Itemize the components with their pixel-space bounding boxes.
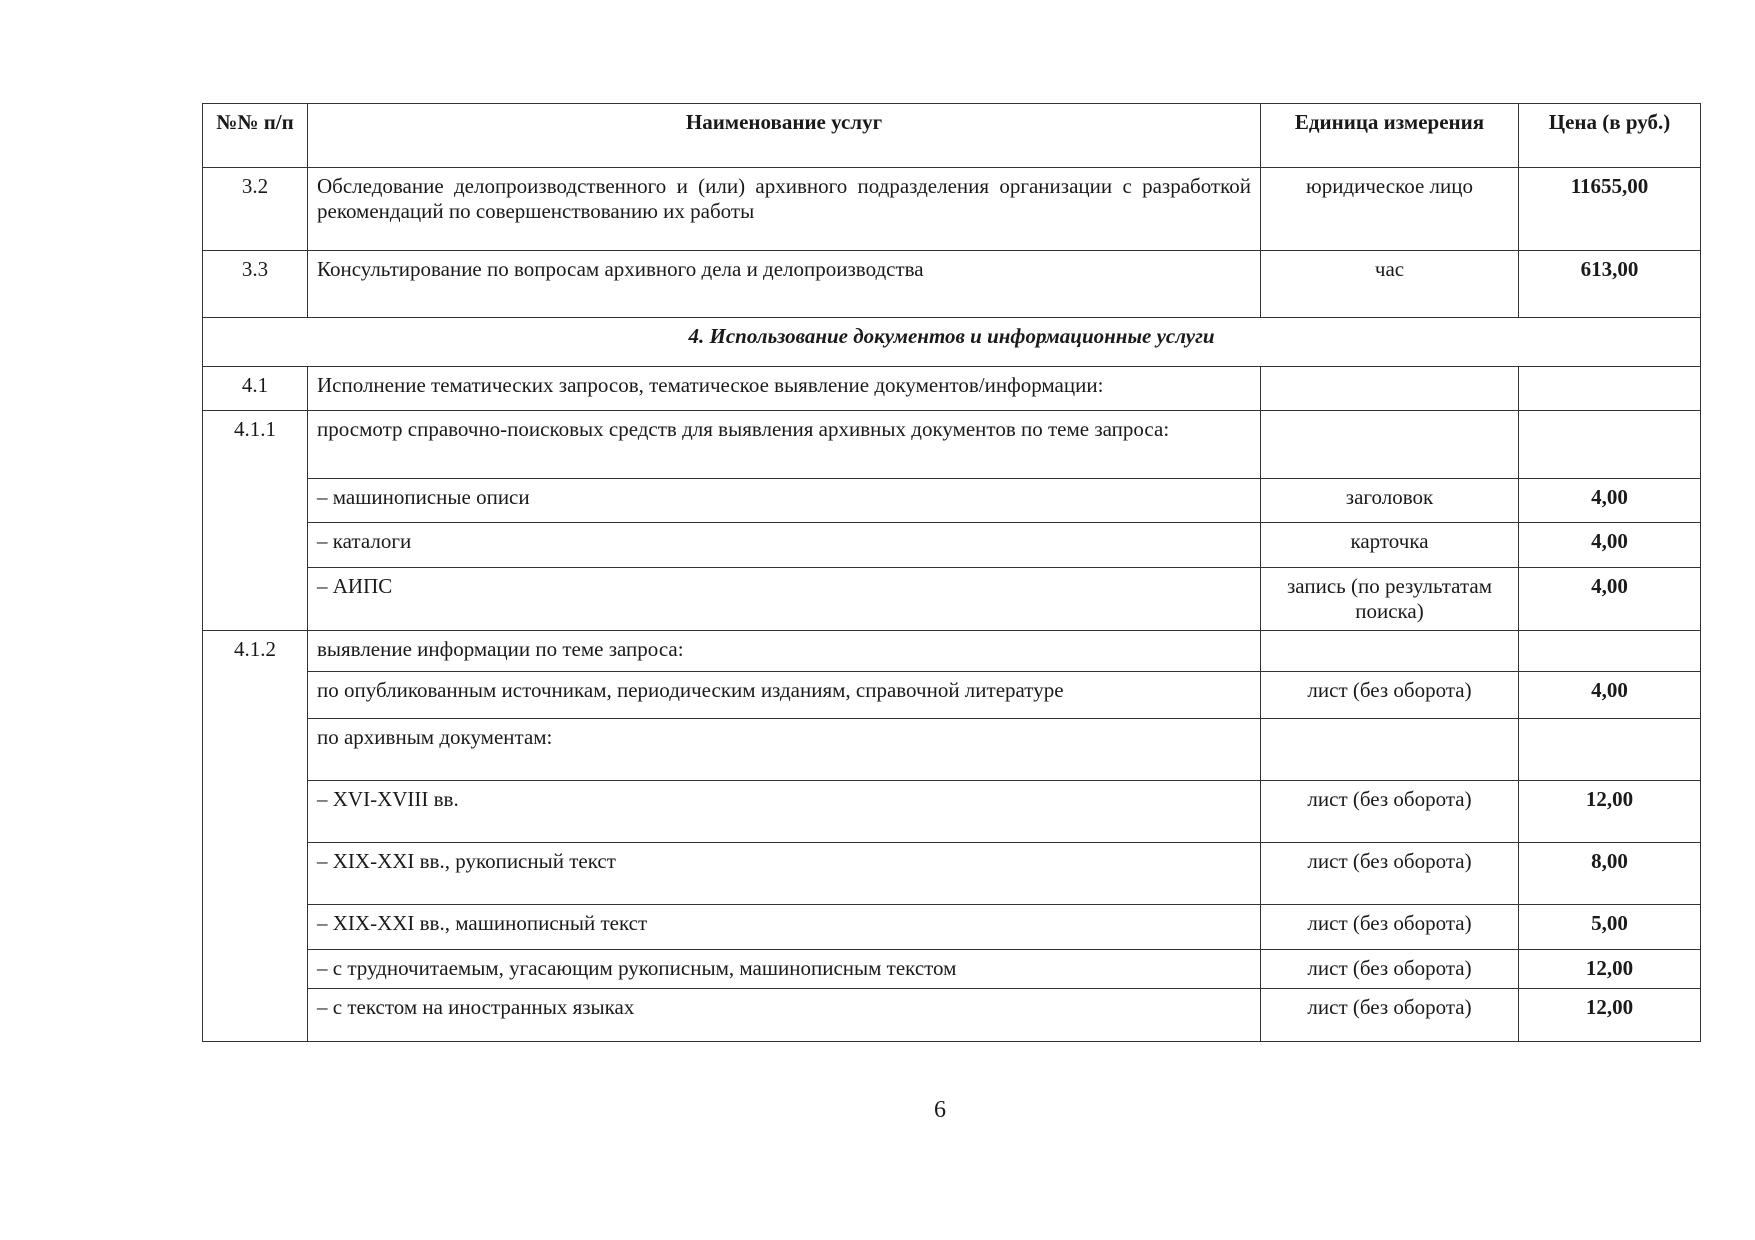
table-row — [203, 411, 1701, 479]
table-row — [203, 905, 1701, 950]
table-row — [203, 367, 1701, 411]
services-price-table — [202, 103, 1701, 1042]
price-cell — [1519, 367, 1701, 411]
section-heading: 4. Использование документов и информационные услуги — [203, 318, 1701, 367]
header-price: Цена (в руб.) — [1519, 104, 1701, 168]
table-row — [203, 950, 1701, 989]
table-row — [203, 523, 1701, 568]
unit-cell — [1261, 411, 1519, 479]
table-row — [203, 781, 1701, 843]
service-name: – с трудночитаемым, угасающим рукописным, машинописным текстом — [308, 950, 1261, 989]
service-name: по архивным документам: — [308, 719, 1261, 781]
service-name: Консультирование по вопросам архивного дела и делопроизводства — [308, 251, 1261, 318]
unit-cell: заголовок — [1261, 479, 1519, 523]
service-name: – XVI-XVIII вв. — [308, 781, 1261, 843]
section-row — [203, 318, 1701, 367]
table-row — [203, 672, 1701, 719]
table-row — [203, 568, 1701, 631]
unit-cell: час — [1261, 251, 1519, 318]
unit-cell: лист (без оборота) — [1261, 843, 1519, 905]
price-cell: 12,00 — [1519, 989, 1701, 1042]
header-service-name: Наименование услуг — [308, 104, 1261, 168]
table-row — [203, 251, 1701, 318]
unit-cell: лист (без оборота) — [1261, 672, 1519, 719]
row-number: 4.1 — [203, 367, 308, 411]
price-cell: 4,00 — [1519, 523, 1701, 568]
header-number: №№ п/п — [203, 104, 308, 168]
price-cell: 4,00 — [1519, 672, 1701, 719]
row-number: 4.1.2 — [203, 631, 308, 1042]
table-row — [203, 843, 1701, 905]
service-name: выявление информации по теме запроса: — [308, 631, 1261, 672]
table-row — [203, 719, 1701, 781]
unit-cell: запись (по результатам поиска) — [1261, 568, 1519, 631]
service-name: – АИПС — [308, 568, 1261, 631]
unit-cell: лист (без оборота) — [1261, 781, 1519, 843]
service-name: – с текстом на иностранных языках — [308, 989, 1261, 1042]
service-name: Обследование делопроизводственного и (или) архивного подразделения организации с разработкой рекомендаций по совершенствованию их работы — [308, 168, 1261, 251]
price-cell — [1519, 411, 1701, 479]
price-cell: 11655,00 — [1519, 168, 1701, 251]
price-cell: 8,00 — [1519, 843, 1701, 905]
row-number: 3.2 — [203, 168, 308, 251]
service-name: Исполнение тематических запросов, тематическое выявление документов/информации: — [308, 367, 1261, 411]
unit-cell — [1261, 631, 1519, 672]
row-number: 3.3 — [203, 251, 308, 318]
price-cell: 4,00 — [1519, 479, 1701, 523]
unit-cell: карточка — [1261, 523, 1519, 568]
table-row — [203, 631, 1701, 672]
price-cell: 5,00 — [1519, 905, 1701, 950]
price-cell: 613,00 — [1519, 251, 1701, 318]
service-name: по опубликованным источникам, периодическим изданиям, справочной литературе — [308, 672, 1261, 719]
unit-cell: лист (без оборота) — [1261, 989, 1519, 1042]
price-cell: 4,00 — [1519, 568, 1701, 631]
header-unit: Единица измерения — [1261, 104, 1519, 168]
price-cell — [1519, 719, 1701, 781]
service-name: просмотр справочно-поисковых средств для выявления архивных документов по теме запроса: — [308, 411, 1261, 479]
unit-cell — [1261, 367, 1519, 411]
price-cell — [1519, 631, 1701, 672]
table-row — [203, 479, 1701, 523]
unit-cell: лист (без оборота) — [1261, 905, 1519, 950]
unit-cell: лист (без оборота) — [1261, 950, 1519, 989]
unit-cell — [1261, 719, 1519, 781]
table-header-row — [203, 104, 1701, 168]
service-name: – XIX-XXI вв., машинописный текст — [308, 905, 1261, 950]
page-number: 6 — [934, 1097, 946, 1123]
price-cell: 12,00 — [1519, 950, 1701, 989]
row-number: 4.1.1 — [203, 411, 308, 631]
table-row — [203, 168, 1701, 251]
service-name: – каталоги — [308, 523, 1261, 568]
price-cell: 12,00 — [1519, 781, 1701, 843]
service-name: – машинописные описи — [308, 479, 1261, 523]
table-row — [203, 989, 1701, 1042]
service-name: – XIX-XXI вв., рукописный текст — [308, 843, 1261, 905]
unit-cell: юридическое лицо — [1261, 168, 1519, 251]
